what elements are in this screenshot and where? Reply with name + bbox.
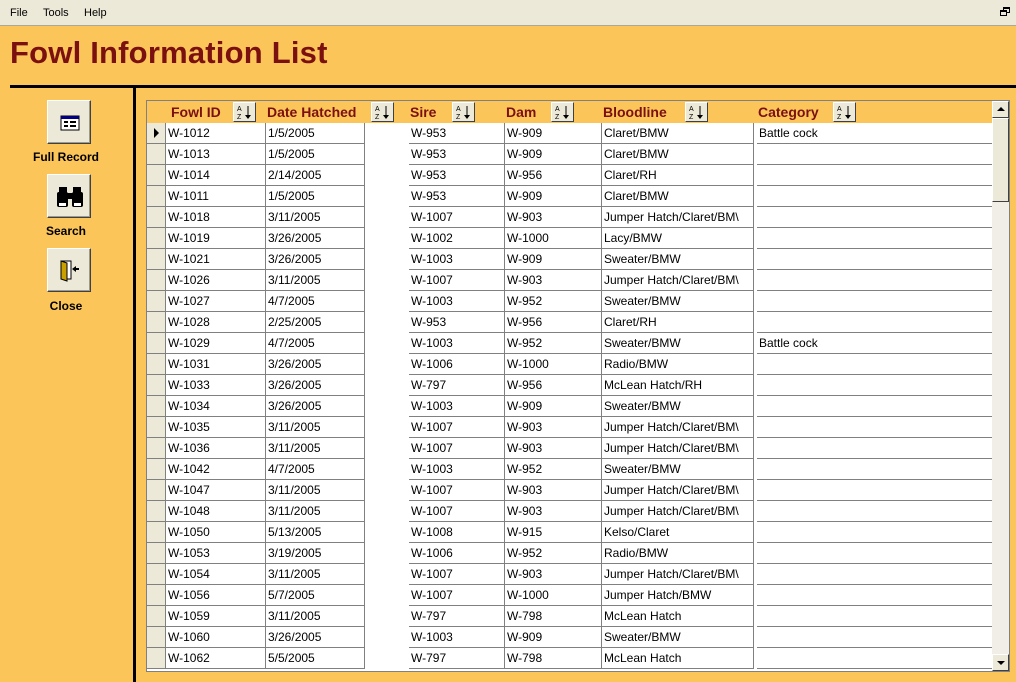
table-cell[interactable]: Kelso/Claret <box>602 522 754 543</box>
sort-ascending-az-icon <box>686 103 707 121</box>
table-cell[interactable] <box>757 165 993 186</box>
table-cell[interactable]: 4/7/2005 <box>266 459 365 480</box>
sort-ascending-az-icon <box>552 103 573 121</box>
table-cell[interactable]: W-1011 <box>166 186 266 207</box>
table-row[interactable] <box>147 522 993 543</box>
table-cell[interactable]: 3/26/2005 <box>266 249 365 270</box>
table-row[interactable] <box>147 564 993 585</box>
table-cell[interactable]: W-903 <box>505 207 602 228</box>
table-cell[interactable] <box>757 228 993 249</box>
table-row[interactable] <box>147 354 993 375</box>
table-cell[interactable] <box>757 354 993 375</box>
column-header-dam <box>505 101 602 123</box>
table-row[interactable] <box>147 480 993 501</box>
table-cell[interactable]: Lacy/BMW <box>602 228 754 249</box>
table-cell[interactable] <box>757 438 993 459</box>
table-cell[interactable]: W-1019 <box>166 228 266 249</box>
table-cell[interactable]: W-909 <box>505 627 602 648</box>
table-cell[interactable]: W-1050 <box>166 522 266 543</box>
svg-text:A: A <box>375 106 380 113</box>
binoculars-icon <box>48 175 92 219</box>
table-cell[interactable]: W-1042 <box>166 459 266 480</box>
table-cell[interactable]: W-1007 <box>409 207 505 228</box>
table-cell[interactable] <box>757 501 993 522</box>
svg-text:Z: Z <box>237 114 242 121</box>
svg-text:A: A <box>837 106 842 113</box>
table-cell[interactable]: 5/5/2005 <box>266 648 365 669</box>
table-cell[interactable]: W-956 <box>505 312 602 333</box>
record-selector[interactable] <box>147 270 166 291</box>
table-cell[interactable]: 3/11/2005 <box>266 501 365 522</box>
column-header-category <box>757 101 993 123</box>
sort-ascending-az-icon <box>453 103 474 121</box>
table-cell[interactable]: Sweater/BMW <box>602 459 754 480</box>
close-label: Close <box>49 299 83 313</box>
table-cell[interactable]: Claret/BMW <box>602 144 754 165</box>
table-cell[interactable]: Radio/BMW <box>602 354 754 375</box>
svg-text:Z: Z <box>689 114 694 121</box>
column-header-fowl-id <box>166 101 266 123</box>
column-header-date-hatched <box>266 101 409 123</box>
table-cell[interactable]: McLean Hatch <box>602 606 754 627</box>
table-cell[interactable]: W-952 <box>505 543 602 564</box>
table-cell[interactable]: W-1007 <box>409 438 505 459</box>
table-cell[interactable] <box>757 627 993 648</box>
table-cell[interactable]: W-797 <box>409 606 505 627</box>
search-button[interactable] <box>47 174 91 218</box>
table-row[interactable] <box>147 270 993 291</box>
table-cell[interactable] <box>757 648 993 669</box>
table-row[interactable] <box>147 543 993 564</box>
table-cell[interactable] <box>757 564 993 585</box>
page-title: Fowl Information List <box>10 35 328 70</box>
table-cell[interactable]: W-1021 <box>166 249 266 270</box>
restore-window-icon[interactable] <box>1000 7 1010 17</box>
table-cell[interactable]: W-1026 <box>166 270 266 291</box>
record-selector[interactable] <box>147 438 166 459</box>
column-header-label: Bloodline <box>603 104 667 120</box>
record-selector[interactable] <box>147 186 166 207</box>
table-cell[interactable]: W-909 <box>505 186 602 207</box>
sort-ascending-az-icon <box>372 103 393 121</box>
sort-ascending-az-icon <box>834 103 855 121</box>
record-selector[interactable] <box>147 627 166 648</box>
table-cell[interactable]: 2/14/2005 <box>266 165 365 186</box>
svg-text:Z: Z <box>456 114 461 121</box>
table-cell[interactable]: W-956 <box>505 165 602 186</box>
table-cell[interactable]: W-1008 <box>409 522 505 543</box>
table-cell[interactable]: W-1034 <box>166 396 266 417</box>
table-cell[interactable]: W-1002 <box>409 228 505 249</box>
record-selector[interactable] <box>147 480 166 501</box>
table-cell[interactable]: Jumper Hatch/Claret/BM\ <box>602 417 754 438</box>
table-cell[interactable]: 5/7/2005 <box>266 585 365 606</box>
menu-bar <box>0 0 1016 26</box>
table-cell[interactable]: W-903 <box>505 480 602 501</box>
menu-help[interactable]: Help <box>84 7 107 19</box>
table-cell[interactable]: W-1003 <box>409 627 505 648</box>
sidebar-divider <box>133 88 136 682</box>
table-cell[interactable] <box>757 144 993 165</box>
table-cell[interactable]: 2/25/2005 <box>266 312 365 333</box>
record-selector[interactable] <box>147 648 166 669</box>
table-cell[interactable]: W-1013 <box>166 144 266 165</box>
table-cell[interactable]: W-1035 <box>166 417 266 438</box>
svg-text:A: A <box>555 106 560 113</box>
table-row[interactable] <box>147 165 993 186</box>
current-record-arrow-icon <box>154 128 159 138</box>
table-row[interactable] <box>147 312 993 333</box>
svg-text:A: A <box>456 106 461 113</box>
sort-bloodline-button[interactable] <box>685 102 708 122</box>
table-cell[interactable]: W-953 <box>409 312 505 333</box>
table-cell[interactable]: 5/13/2005 <box>266 522 365 543</box>
table-cell[interactable]: W-1014 <box>166 165 266 186</box>
table-cell[interactable]: W-909 <box>505 249 602 270</box>
table-cell[interactable]: W-1000 <box>505 585 602 606</box>
table-cell[interactable]: W-903 <box>505 270 602 291</box>
table-cell[interactable]: 1/5/2005 <box>266 144 365 165</box>
menu-file[interactable]: File <box>10 7 28 19</box>
table-cell[interactable]: W-1007 <box>409 417 505 438</box>
sort-dam-button[interactable] <box>551 102 574 122</box>
table-cell[interactable]: Jumper Hatch/Claret/BM\ <box>602 270 754 291</box>
record-selector[interactable] <box>147 396 166 417</box>
table-cell[interactable]: W-1007 <box>409 480 505 501</box>
table-cell[interactable]: Battle cock <box>757 333 993 354</box>
record-selector[interactable] <box>147 333 166 354</box>
sort-sire-button[interactable] <box>452 102 475 122</box>
table-cell[interactable]: W-1012 <box>166 123 266 144</box>
title-divider <box>10 85 1016 88</box>
table-row[interactable] <box>147 144 993 165</box>
table-row[interactable] <box>147 291 993 312</box>
record-selector[interactable] <box>147 459 166 480</box>
table-cell[interactable]: W-798 <box>505 606 602 627</box>
table-row[interactable] <box>147 627 993 648</box>
table-cell[interactable]: 3/26/2005 <box>266 228 365 249</box>
table-cell[interactable]: 1/5/2005 <box>266 123 365 144</box>
table-cell[interactable]: 4/7/2005 <box>266 333 365 354</box>
table-cell[interactable]: W-1047 <box>166 480 266 501</box>
table-cell[interactable]: 3/11/2005 <box>266 564 365 585</box>
table-cell[interactable]: W-903 <box>505 564 602 585</box>
table-cell[interactable]: 3/11/2005 <box>266 480 365 501</box>
column-header-label: Dam <box>506 104 537 120</box>
record-selector[interactable] <box>147 123 166 144</box>
table-cell[interactable] <box>757 480 993 501</box>
table-cell[interactable]: W-909 <box>505 123 602 144</box>
table-row[interactable] <box>147 375 993 396</box>
table-cell[interactable]: W-903 <box>505 417 602 438</box>
table-row[interactable] <box>147 186 993 207</box>
record-selector[interactable] <box>147 291 166 312</box>
table-cell[interactable]: W-1006 <box>409 354 505 375</box>
search-label: Search <box>45 224 87 238</box>
full-record-button[interactable] <box>47 100 91 144</box>
table-cell[interactable]: W-1031 <box>166 354 266 375</box>
table-cell[interactable]: W-1003 <box>409 333 505 354</box>
menu-tools[interactable]: Tools <box>43 7 69 19</box>
svg-text:A: A <box>689 106 694 113</box>
table-cell[interactable]: W-1060 <box>166 627 266 648</box>
sort-date-hatched-button[interactable] <box>371 102 394 122</box>
table-cell[interactable]: Sweater/BMW <box>602 627 754 648</box>
record-selector[interactable] <box>147 207 166 228</box>
table-cell[interactable]: Jumper Hatch/Claret/BM\ <box>602 564 754 585</box>
table-cell[interactable]: Jumper Hatch/Claret/BM\ <box>602 501 754 522</box>
svg-text:A: A <box>237 106 242 113</box>
table-cell[interactable]: W-1003 <box>409 459 505 480</box>
table-cell[interactable]: W-956 <box>505 375 602 396</box>
table-cell[interactable]: 3/11/2005 <box>266 417 365 438</box>
table-cell[interactable]: W-952 <box>505 291 602 312</box>
table-row[interactable] <box>147 606 993 627</box>
table-cell[interactable] <box>757 375 993 396</box>
table-cell[interactable]: W-953 <box>409 123 505 144</box>
column-header-label: Date Hatched <box>267 104 357 120</box>
table-cell[interactable] <box>757 396 993 417</box>
table-row[interactable] <box>147 417 993 438</box>
table-cell[interactable]: Sweater/BMW <box>602 291 754 312</box>
arrow-down-icon <box>997 661 1005 665</box>
table-cell[interactable] <box>757 417 993 438</box>
table-cell[interactable]: W-1059 <box>166 606 266 627</box>
table-row[interactable] <box>147 207 993 228</box>
table-cell[interactable] <box>757 606 993 627</box>
table-cell[interactable]: Claret/BMW <box>602 186 754 207</box>
record-selector[interactable] <box>147 312 166 333</box>
table-row[interactable] <box>147 396 993 417</box>
record-selector[interactable] <box>147 249 166 270</box>
table-cell[interactable]: W-1003 <box>409 249 505 270</box>
table-row[interactable] <box>147 585 993 606</box>
table-cell[interactable] <box>757 186 993 207</box>
record-selector[interactable] <box>147 606 166 627</box>
table-cell[interactable] <box>757 249 993 270</box>
form-icon <box>48 101 92 145</box>
table-cell[interactable]: W-909 <box>505 396 602 417</box>
close-button[interactable] <box>47 248 91 292</box>
table-cell[interactable]: 1/5/2005 <box>266 186 365 207</box>
table-cell[interactable]: W-1048 <box>166 501 266 522</box>
table-cell[interactable]: Sweater/BMW <box>602 249 754 270</box>
table-cell[interactable]: 3/11/2005 <box>266 270 365 291</box>
column-header-sire <box>409 101 505 123</box>
table-cell[interactable]: W-1018 <box>166 207 266 228</box>
table-cell[interactable]: W-1056 <box>166 585 266 606</box>
table-cell[interactable]: W-1006 <box>409 543 505 564</box>
table-cell[interactable]: Sweater/BMW <box>602 396 754 417</box>
table-cell[interactable]: W-953 <box>409 144 505 165</box>
table-cell[interactable]: W-952 <box>505 333 602 354</box>
table-cell[interactable]: Radio/BMW <box>602 543 754 564</box>
record-selector[interactable] <box>147 543 166 564</box>
table-cell[interactable] <box>757 291 993 312</box>
table-cell[interactable]: 4/7/2005 <box>266 291 365 312</box>
table-cell[interactable]: W-1007 <box>409 564 505 585</box>
table-row[interactable] <box>147 123 993 144</box>
sort-fowl-id-button[interactable] <box>233 102 256 122</box>
exit-door-icon <box>48 249 92 293</box>
record-selector[interactable] <box>147 417 166 438</box>
table-cell[interactable]: W-1036 <box>166 438 266 459</box>
table-cell[interactable]: Claret/RH <box>602 165 754 186</box>
table-cell[interactable] <box>757 270 993 291</box>
table-cell[interactable]: Jumper Hatch/Claret/BM\ <box>602 438 754 459</box>
table-row[interactable] <box>147 459 993 480</box>
column-header-row <box>147 101 993 123</box>
record-selector[interactable] <box>147 165 166 186</box>
table-cell[interactable]: W-1029 <box>166 333 266 354</box>
scroll-down-button[interactable] <box>992 654 1009 671</box>
table-cell[interactable] <box>757 207 993 228</box>
table-cell[interactable]: 3/11/2005 <box>266 438 365 459</box>
column-header-bloodline <box>602 101 754 123</box>
table-cell[interactable] <box>757 312 993 333</box>
table-cell[interactable]: W-1062 <box>166 648 266 669</box>
sort-category-button[interactable] <box>833 102 856 122</box>
svg-text:Z: Z <box>375 114 380 121</box>
table-cell[interactable]: W-1007 <box>409 270 505 291</box>
table-cell[interactable]: McLean Hatch/RH <box>602 375 754 396</box>
table-cell[interactable]: Sweater/BMW <box>602 333 754 354</box>
table-cell[interactable]: W-1003 <box>409 291 505 312</box>
table-row[interactable] <box>147 333 993 354</box>
table-cell[interactable]: 3/19/2005 <box>266 543 365 564</box>
table-cell[interactable]: 3/26/2005 <box>266 375 365 396</box>
table-cell[interactable] <box>757 459 993 480</box>
table-cell[interactable]: W-1027 <box>166 291 266 312</box>
table-cell[interactable]: W-1054 <box>166 564 266 585</box>
table-row[interactable] <box>147 228 993 249</box>
svg-text:Z: Z <box>555 114 560 121</box>
table-cell[interactable]: Jumper Hatch/Claret/BM\ <box>602 480 754 501</box>
record-selector[interactable] <box>147 144 166 165</box>
scroll-up-button[interactable] <box>992 101 1009 118</box>
table-cell[interactable]: W-797 <box>409 648 505 669</box>
table-cell[interactable]: 3/26/2005 <box>266 396 365 417</box>
table-cell[interactable]: W-915 <box>505 522 602 543</box>
table-cell[interactable]: W-953 <box>409 165 505 186</box>
table-cell[interactable]: W-953 <box>409 186 505 207</box>
table-cell[interactable]: Claret/BMW <box>602 123 754 144</box>
table-cell[interactable] <box>757 585 993 606</box>
table-cell[interactable]: W-1033 <box>166 375 266 396</box>
table-row[interactable] <box>147 648 993 669</box>
record-selector[interactable] <box>147 564 166 585</box>
table-cell[interactable] <box>757 522 993 543</box>
table-cell[interactable]: W-1007 <box>409 585 505 606</box>
table-cell[interactable]: W-1053 <box>166 543 266 564</box>
column-header-label: Fowl ID <box>171 104 221 120</box>
table-cell[interactable]: 3/26/2005 <box>266 627 365 648</box>
table-cell[interactable]: W-903 <box>505 438 602 459</box>
table-cell[interactable] <box>757 543 993 564</box>
table-cell[interactable]: W-903 <box>505 501 602 522</box>
table-row[interactable] <box>147 249 993 270</box>
table-cell[interactable]: McLean Hatch <box>602 648 754 669</box>
record-selector[interactable] <box>147 501 166 522</box>
table-cell[interactable]: Jumper Hatch/Claret/BM\ <box>602 207 754 228</box>
table-cell[interactable]: W-1028 <box>166 312 266 333</box>
scroll-thumb[interactable] <box>992 118 1009 202</box>
table-cell[interactable]: W-1003 <box>409 396 505 417</box>
table-cell[interactable]: W-797 <box>409 375 505 396</box>
table-row[interactable] <box>147 501 993 522</box>
table-cell[interactable]: W-798 <box>505 648 602 669</box>
record-selector[interactable] <box>147 354 166 375</box>
record-selector[interactable] <box>147 228 166 249</box>
vertical-scrollbar[interactable] <box>992 101 1009 671</box>
table-cell[interactable]: W-952 <box>505 459 602 480</box>
record-selector[interactable] <box>147 375 166 396</box>
table-cell[interactable]: Jumper Hatch/BMW <box>602 585 754 606</box>
record-selector[interactable] <box>147 585 166 606</box>
full-record-label: Full Record <box>32 150 99 164</box>
column-header-label: Category <box>758 104 819 120</box>
table-cell[interactable]: 3/11/2005 <box>266 606 365 627</box>
table-cell[interactable]: 3/26/2005 <box>266 354 365 375</box>
record-selector[interactable] <box>147 522 166 543</box>
table-row[interactable] <box>147 438 993 459</box>
table-cell[interactable]: W-1000 <box>505 228 602 249</box>
svg-text:Z: Z <box>837 114 842 121</box>
table-cell[interactable]: W-909 <box>505 144 602 165</box>
arrow-up-icon <box>997 107 1005 111</box>
fowl-datasheet <box>146 100 1010 672</box>
table-cell[interactable]: Claret/RH <box>602 312 754 333</box>
table-cell[interactable]: W-1007 <box>409 501 505 522</box>
table-cell[interactable]: W-1000 <box>505 354 602 375</box>
sort-ascending-az-icon <box>234 103 255 121</box>
table-cell[interactable]: Battle cock <box>757 123 993 144</box>
column-header-label: Sire <box>410 104 437 120</box>
table-cell[interactable]: 3/11/2005 <box>266 207 365 228</box>
